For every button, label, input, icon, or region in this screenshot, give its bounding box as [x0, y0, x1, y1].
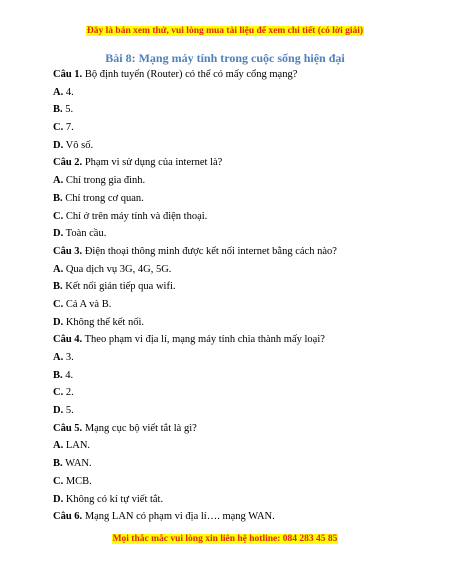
option-key: C.: [53, 122, 64, 134]
option-key: C.: [53, 387, 64, 399]
answer-option: [53, 384, 433, 402]
footer-banner: [0, 533, 450, 545]
page-title: Bài 8: Mạng máy tính trong cuộc sống hiện đại: [105, 51, 345, 65]
answer-option: [53, 119, 433, 137]
option-text: 5.: [65, 405, 74, 417]
answer-option: [53, 261, 433, 279]
option-text: Không thể kết nối.: [65, 316, 144, 328]
option-key: B.: [53, 104, 63, 116]
answer-option: [53, 437, 433, 455]
option-key: A.: [53, 86, 64, 98]
question-text: Điện thoại thông minh được kết nối internet bằng cách nào?: [84, 245, 337, 257]
option-text: 7.: [65, 122, 74, 134]
option-text: 4.: [65, 86, 74, 98]
option-text: Chỉ ở trên máy tính và điện thoại.: [65, 210, 208, 222]
question-list: [53, 66, 433, 526]
answer-option: [53, 296, 433, 314]
question-label: Câu 5.: [53, 422, 83, 434]
option-text: 5.: [65, 104, 74, 116]
option-key: A.: [53, 175, 64, 187]
option-key: D.: [53, 316, 64, 328]
option-text: Chỉ trong cơ quan.: [65, 192, 144, 204]
option-key: C.: [53, 210, 64, 222]
option-text: 2.: [65, 387, 74, 399]
option-text: LAN.: [65, 440, 91, 452]
answer-option: [53, 225, 433, 243]
answer-option: [53, 137, 433, 155]
answer-option: [53, 455, 433, 473]
answer-option: [53, 278, 433, 296]
answer-option: [53, 402, 433, 420]
question-1: [53, 66, 433, 84]
option-text: Kết nối gián tiếp qua wifi.: [65, 281, 176, 293]
question-5: [53, 420, 433, 438]
answer-option: [53, 349, 433, 367]
question-text: Mạng LAN có phạm vi địa lí…. mạng WAN.: [84, 511, 275, 523]
question-label: Câu 6.: [53, 511, 83, 523]
option-text: Qua dịch vụ 3G, 4G, 5G.: [65, 263, 172, 275]
header-banner-text: Đây là bản xem thử, vui lòng mua tài liệu để xem chi tiết (có lời giải): [86, 26, 364, 36]
option-key: A.: [53, 263, 64, 275]
option-key: A.: [53, 352, 64, 363]
answer-option: [53, 190, 433, 208]
option-key: B.: [53, 281, 63, 293]
option-key: B.: [53, 369, 63, 381]
answer-option: [53, 367, 433, 385]
answer-option: [53, 208, 433, 226]
question-text: Phạm vi sử dụng của internet là?: [84, 157, 223, 169]
option-key: C.: [53, 298, 64, 310]
option-key: D.: [53, 493, 64, 505]
answer-option: [53, 473, 433, 491]
option-key: D.: [53, 405, 64, 417]
option-text: 3.: [65, 352, 74, 363]
answer-option: [53, 314, 433, 332]
question-label: Câu 2.: [53, 157, 83, 169]
question-4: [53, 331, 433, 349]
question-2: [53, 154, 433, 172]
option-key: A.: [53, 440, 64, 452]
option-text: Cả A và B.: [65, 298, 112, 310]
header-banner: [0, 25, 450, 37]
question-6: [53, 508, 433, 526]
option-key: D.: [53, 139, 64, 151]
option-text: Chỉ trong gia đình.: [65, 175, 146, 187]
answer-option: [53, 491, 433, 509]
answer-option: [53, 101, 433, 119]
answer-option: [53, 172, 433, 190]
option-text: WAN.: [65, 458, 92, 470]
question-3: [53, 243, 433, 261]
option-key: B.: [53, 458, 63, 470]
question-label: Câu 4.: [53, 334, 83, 346]
option-key: B.: [53, 192, 63, 204]
option-key: D.: [53, 228, 64, 240]
option-key: C.: [53, 475, 64, 487]
option-text: Toàn cầu.: [65, 228, 107, 240]
option-text: Không có kí tự viết tắt.: [65, 493, 164, 505]
question-label: Câu 1.: [53, 69, 83, 80]
option-text: Vô số.: [65, 139, 94, 151]
footer-banner-text: Mọi thắc mắc vui lòng xin liên hệ hotline: 084 283 45 85: [112, 534, 338, 544]
question-text: Theo phạm vi địa lí, mạng máy tính chia thành mấy loại?: [84, 334, 325, 346]
option-text: 4.: [65, 369, 74, 381]
question-text: Mạng cục bộ viết tắt là gì?: [84, 422, 197, 434]
question-text: Bộ định tuyến (Router) có thể có mấy cổng mạng?: [84, 69, 298, 80]
question-label: Câu 3.: [53, 245, 83, 257]
answer-option: [53, 84, 433, 102]
option-text: MCB.: [65, 475, 92, 487]
